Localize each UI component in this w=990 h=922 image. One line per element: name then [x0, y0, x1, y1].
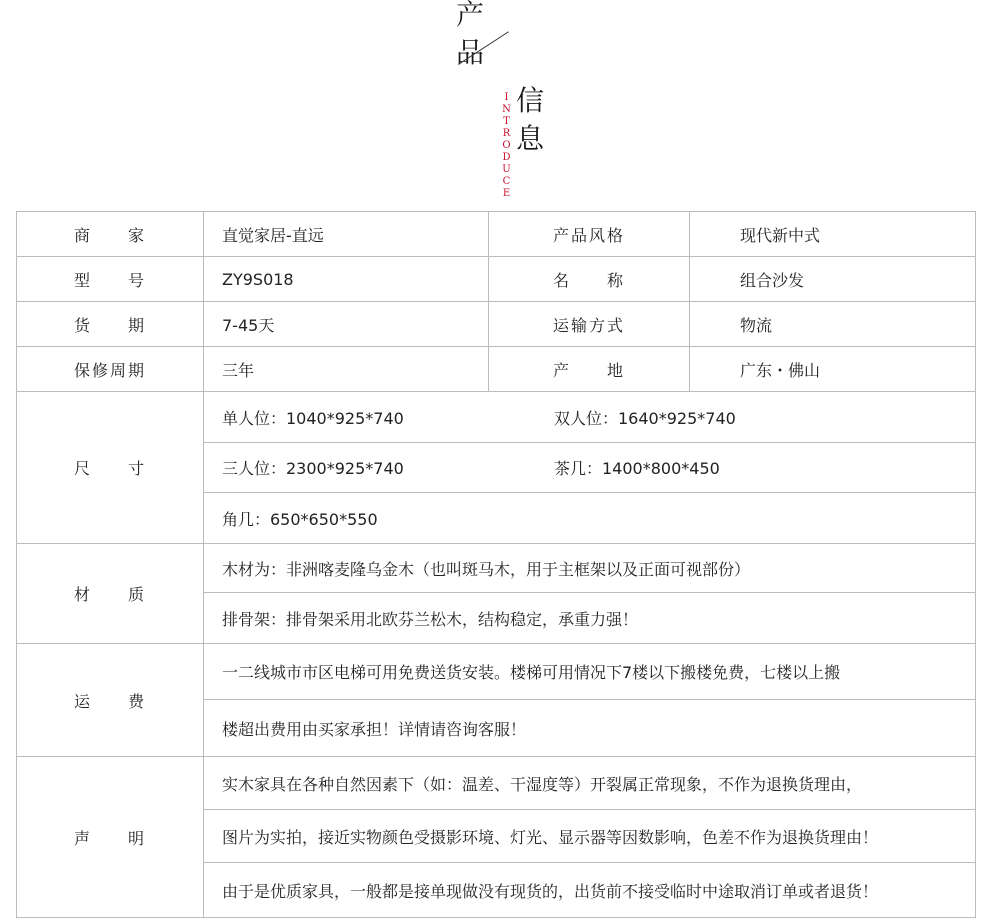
material-label: 材 质 — [17, 544, 204, 644]
table-row — [17, 757, 976, 918]
table-row — [17, 644, 976, 757]
header-char-2: 品 — [456, 36, 485, 69]
statement-line-1: 实木家具在各种自然因素下（如：温差、干湿度等）开裂属正常现象，不作为退换货理由， — [204, 757, 975, 810]
name-value: 组合沙发 — [690, 257, 976, 302]
header-char-4: 息 — [516, 122, 545, 155]
style-label: 产品风格 — [489, 212, 690, 257]
merchant-label: 商 家 — [17, 212, 204, 257]
header-en-label: INTRODUCE — [501, 92, 512, 200]
warranty-value: 三年 — [204, 347, 489, 392]
size-item-corner-table: 角几：650*650*550 — [222, 509, 378, 529]
product-info-table — [16, 211, 976, 918]
statement-line-3: 由于是优质家具，一般都是接单现做没有现货的，出货前不接受临时中途取消订单或者退货！ — [222, 881, 879, 901]
size-line — [204, 392, 975, 443]
name-label: 名 称 — [489, 257, 690, 302]
size-item-triple: 三人位：2300*925*740 — [222, 459, 404, 478]
delivery-label: 货 期 — [17, 302, 204, 347]
warranty-label: 保修周期 — [17, 347, 204, 392]
table-row — [17, 544, 976, 644]
delivery-value: 7-45天 — [204, 302, 489, 347]
table-row — [17, 392, 976, 544]
size-item-double: 双人位：1640*925*740 — [554, 408, 736, 428]
freight-label: 运 费 — [17, 644, 204, 757]
model-label: 型 号 — [17, 257, 204, 302]
freight-line-2: 楼超出费用由买家承担！详情请咨询客服！ — [222, 719, 527, 739]
freight-cell — [204, 644, 976, 757]
size-cell — [204, 392, 976, 544]
material-cell — [204, 544, 976, 644]
origin-value: 广东・佛山 — [690, 347, 976, 392]
header-char-3: 信 — [516, 84, 545, 117]
statement-label: 声 明 — [17, 757, 204, 918]
material-line-1: 木材为：非洲喀麦隆乌金木（也叫斑马木，用于主框架以及正面可视部份） — [204, 544, 975, 593]
model-value: ZY9S018 — [204, 257, 489, 302]
header-char-1: 产 — [456, 0, 485, 31]
section-header — [0, 0, 990, 200]
table-row — [17, 302, 976, 347]
size-line — [204, 443, 975, 493]
statement-line-2: 图片为实拍，接近实物颜色受摄影环境、灯光、显示器等因数影响，色差不作为退换货理由！ — [204, 810, 975, 863]
size-item-single: 单人位：1040*925*740 — [222, 408, 404, 428]
material-line-2: 排骨架：排骨架采用北欧芬兰松木，结构稳定，承重力强！ — [222, 609, 639, 629]
size-label: 尺 寸 — [17, 392, 204, 544]
table-row — [17, 212, 976, 257]
shipping-method-label: 运输方式 — [489, 302, 690, 347]
table-row — [17, 257, 976, 302]
merchant-value: 直觉家居-直远 — [204, 212, 489, 257]
style-value: 现代新中式 — [690, 212, 976, 257]
table-row — [17, 347, 976, 392]
size-item-tea-table: 茶几：1400*800*450 — [554, 459, 720, 478]
shipping-method-value: 物流 — [690, 302, 976, 347]
statement-cell — [204, 757, 976, 918]
freight-line-1: 一二线城市市区电梯可用免费送货安装。楼梯可用情况下7楼以下搬楼免费，七楼以上搬 — [204, 644, 975, 700]
origin-label: 产 地 — [489, 347, 690, 392]
size-line — [204, 493, 975, 543]
